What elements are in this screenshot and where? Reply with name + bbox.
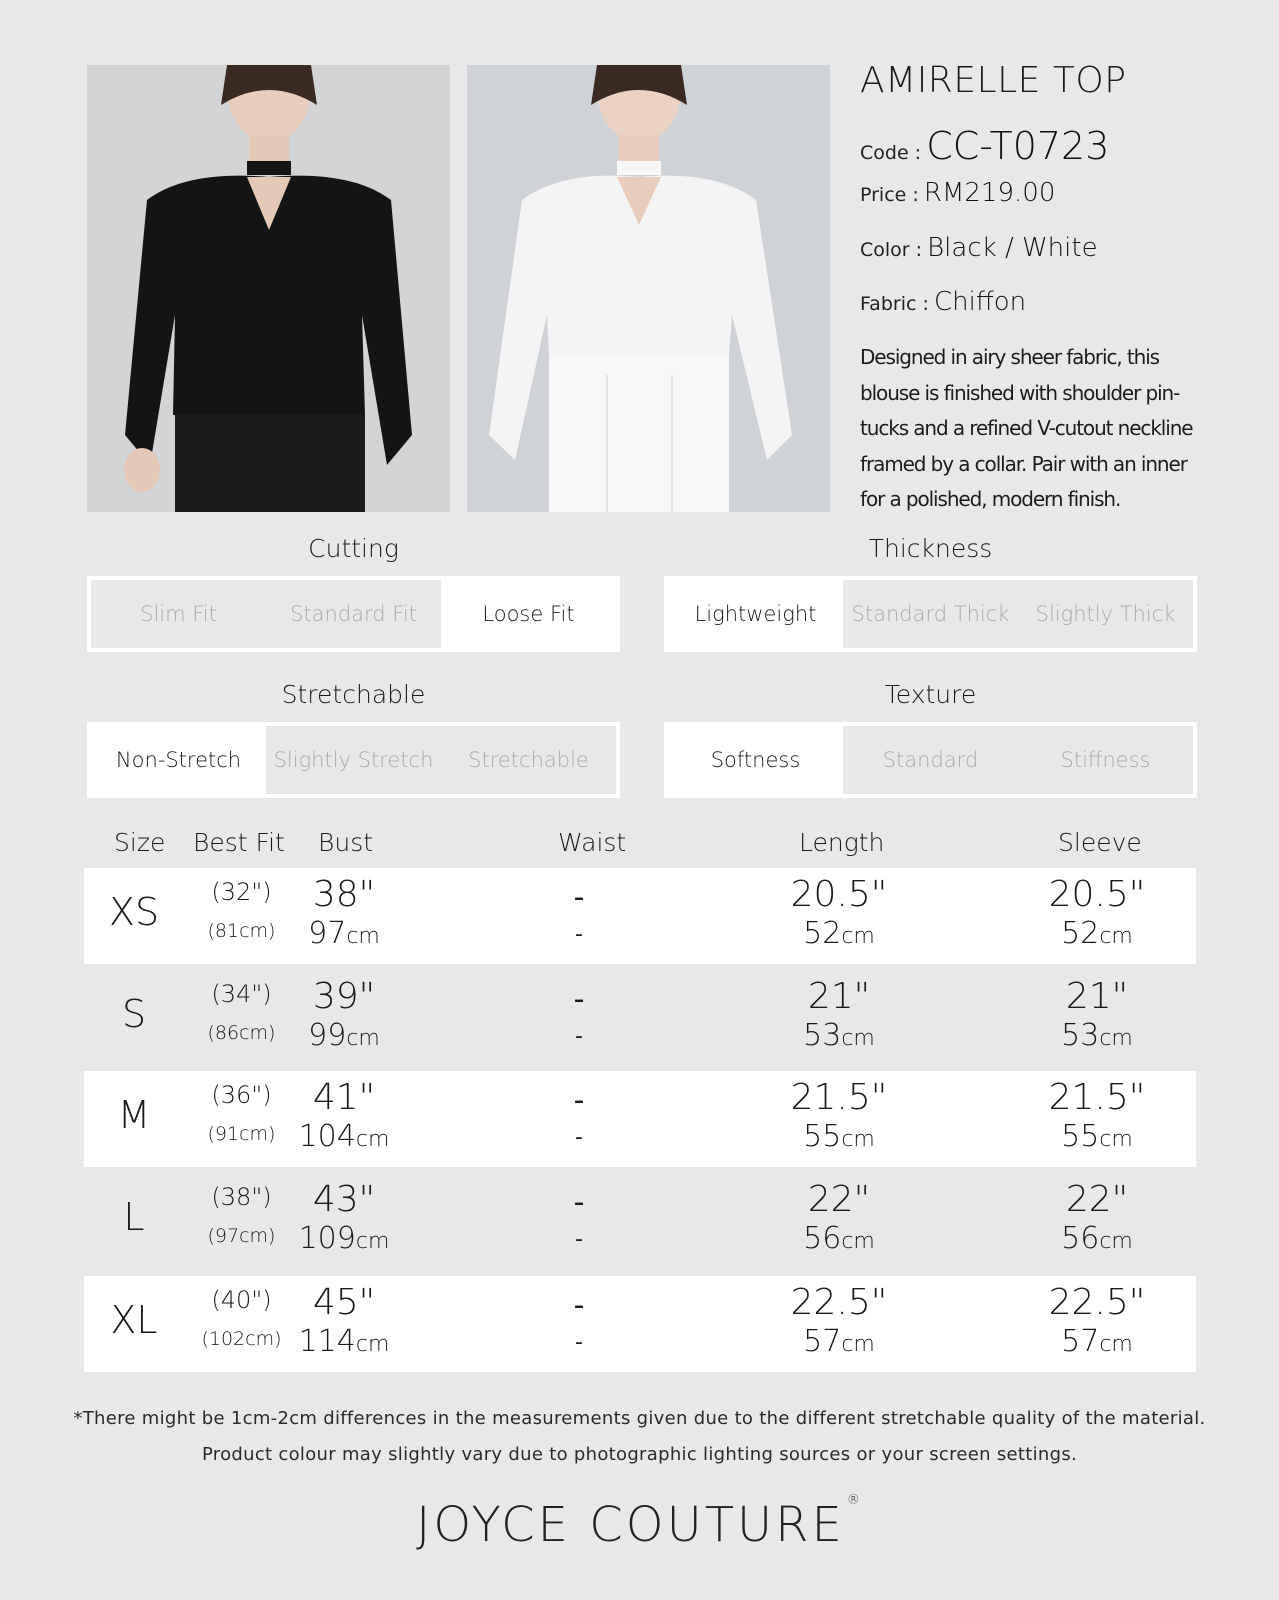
colour-disclaimer: Product colour may slightly vary due to photographic lighting sources or your screen settings. (201, 1444, 1078, 1465)
waist-cm: - (575, 922, 583, 947)
length-inches: 21" (807, 976, 871, 1017)
texture-selector (664, 722, 1197, 798)
texture-option: Standard (843, 726, 1018, 794)
code-label: Code : (860, 142, 922, 164)
cutting-title: Cutting (308, 534, 399, 563)
color-label: Color : (860, 239, 923, 261)
sleeve-inches: 21.5" (1048, 1077, 1146, 1118)
size-row (84, 1173, 1196, 1269)
best-fit-inches: (38") (211, 1183, 272, 1211)
product-color-row (860, 233, 1098, 263)
best-fit-cm: (81cm) (207, 920, 276, 942)
waist-cm: - (575, 1227, 583, 1252)
length-inches: 22" (807, 1179, 871, 1220)
bust-cm: 109cm (298, 1221, 390, 1256)
sleeve-cm: 56cm (1061, 1221, 1133, 1256)
stretchable-option: Slightly Stretch (266, 726, 441, 794)
sleeve-cm: 52cm (1061, 916, 1133, 951)
fabric-label: Fabric : (860, 293, 929, 315)
length-cm: 53cm (803, 1018, 875, 1053)
bust-inches: 41" (312, 1077, 376, 1118)
header-waist: Waist (558, 828, 627, 857)
header-bust: Bust (318, 828, 374, 857)
thickness-title: Thickness (868, 534, 993, 563)
texture-title: Texture (884, 680, 977, 709)
length-cm: 55cm (803, 1119, 875, 1154)
product-name: AMIRELLE TOP (860, 60, 1127, 101)
size-label: S (121, 992, 147, 1036)
length-cm: 56cm (803, 1221, 875, 1256)
size-label: XL (110, 1298, 158, 1342)
product-color: Black / White (927, 233, 1098, 263)
stretchable-option: Stretchable (441, 726, 616, 794)
best-fit-cm: (97cm) (207, 1225, 276, 1247)
bust-inches: 45" (312, 1282, 376, 1323)
product-description: Designed in airy sheer fabric, this blouse is finished with shoulder pin-tucks and a refined V-cutout neckline framed by a collar. Pair with an inner for a polished, modern finish. (860, 345, 1193, 511)
thickness-option: Standard Thick (843, 580, 1018, 648)
best-fit-inches: (34") (211, 980, 272, 1008)
product-price: RM219.00 (923, 178, 1056, 208)
sleeve-inches: 22" (1065, 1179, 1129, 1220)
best-fit-cm: (102cm) (201, 1328, 282, 1350)
length-inches: 20.5" (790, 874, 888, 915)
best-fit-inches: (32") (211, 878, 272, 906)
header-size: Size (114, 828, 166, 857)
waist-inches: - (573, 1185, 585, 1220)
product-fabric: Chiffon (933, 287, 1027, 317)
product-price-row (860, 178, 1055, 208)
size-label: M (117, 1093, 151, 1137)
cutting-option: Loose Fit (441, 580, 616, 648)
size-row (84, 1276, 1196, 1372)
cutting-selector (87, 576, 620, 652)
product-fabric-row (860, 287, 1026, 317)
sleeve-cm: 55cm (1061, 1119, 1133, 1154)
best-fit-inches: (36") (211, 1081, 272, 1109)
texture-option: Stiffness (1018, 726, 1193, 794)
product-code: CC-T0723 (926, 124, 1110, 168)
registered-mark: ® (846, 1493, 863, 1508)
sleeve-inches: 22.5" (1048, 1282, 1146, 1323)
bust-cm: 97cm (308, 916, 380, 951)
texture-option: Softness (668, 726, 843, 794)
waist-cm: - (575, 1024, 583, 1049)
thickness-option: Slightly Thick (1018, 580, 1193, 648)
price-label: Price : (860, 184, 919, 206)
cutting-option: Slim Fit (91, 580, 266, 648)
waist-inches: - (573, 1288, 585, 1323)
bust-inches: 38" (312, 874, 376, 915)
size-row (84, 970, 1196, 1066)
stretchable-title: Stretchable (281, 680, 426, 709)
sleeve-inches: 20.5" (1048, 874, 1146, 915)
header-best-fit: Best Fit (193, 828, 285, 857)
product-photo-white (467, 65, 830, 512)
product-photo-black (87, 65, 450, 512)
sleeve-inches: 21" (1065, 976, 1129, 1017)
bust-inches: 39" (312, 976, 376, 1017)
sleeve-cm: 57cm (1061, 1324, 1133, 1359)
header-sleeve: Sleeve (1058, 828, 1142, 857)
best-fit-cm: (91cm) (207, 1123, 276, 1145)
brand-name: JOYCE COUTURE (416, 1497, 845, 1553)
size-row (84, 868, 1196, 964)
thickness-option: Lightweight (668, 580, 843, 648)
size-row (84, 1071, 1196, 1167)
stretchable-option: Non-Stretch (91, 726, 266, 794)
size-label: L (123, 1195, 145, 1239)
measurement-disclaimer: *There might be 1cm-2cm differences in the measurements given due to the different stretchable quality of the material. (73, 1408, 1206, 1429)
best-fit-inches: (40") (211, 1286, 272, 1314)
header-length: Length (799, 828, 885, 857)
brand-logo (0, 1493, 1279, 1553)
cutting-option: Standard Fit (266, 580, 441, 648)
thickness-selector (664, 576, 1197, 652)
length-inches: 22.5" (790, 1282, 888, 1323)
bust-cm: 99cm (308, 1018, 380, 1053)
product-code-row (860, 124, 1109, 168)
length-cm: 57cm (803, 1324, 875, 1359)
waist-cm: - (575, 1330, 583, 1355)
bust-inches: 43" (312, 1179, 376, 1220)
bust-cm: 104cm (298, 1119, 390, 1154)
length-inches: 21.5" (790, 1077, 888, 1118)
waist-inches: - (573, 982, 585, 1017)
size-label: XS (108, 890, 160, 934)
waist-cm: - (575, 1125, 583, 1150)
bust-cm: 114cm (298, 1324, 390, 1359)
waist-inches: - (573, 880, 585, 915)
stretchable-selector (87, 722, 620, 798)
waist-inches: - (573, 1083, 585, 1118)
best-fit-cm: (86cm) (207, 1022, 276, 1044)
sleeve-cm: 53cm (1061, 1018, 1133, 1053)
length-cm: 52cm (803, 916, 875, 951)
